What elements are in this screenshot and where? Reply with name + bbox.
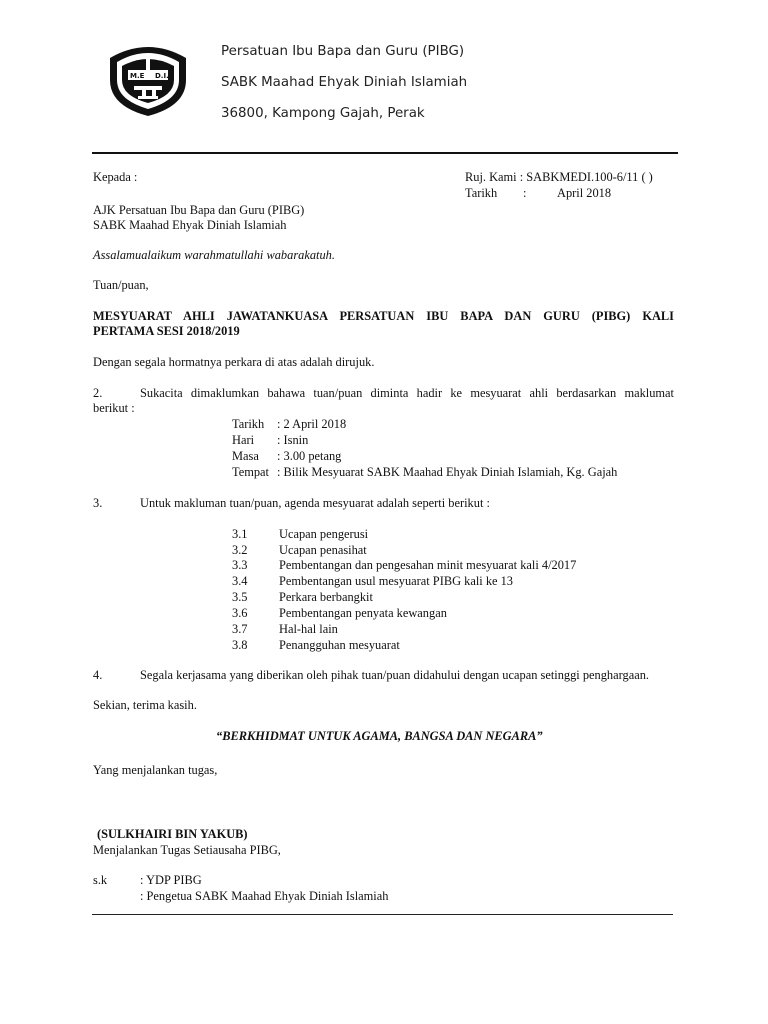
agenda-item: Perkara berbangkit [279,590,373,604]
agenda-number: 3.7 [232,622,248,636]
cc-line-1: : YDP PIBG [140,873,202,887]
cc-line-2: : Pengetua SABK Maahad Ehyak Diniah Islamiah [140,889,389,903]
agenda-number: 3.6 [232,606,248,620]
detail-tarikh-value: : 2 April 2018 [277,417,347,431]
agenda-item: Pembentangan usul mesyuarat PIBG kali ke 13 [279,574,514,588]
greeting: Assalamualaikum warahmatullahi wabarakatuh. [93,248,335,262]
paragraph-2-number: 2. [93,386,103,400]
detail-hari-value: : Isnin [277,433,309,447]
paragraph-2-line-2: berikut : [93,401,135,415]
tarikh-colon: : [523,186,527,200]
logo-text-right: D.I. [155,72,169,80]
agenda-number: 3.3 [232,558,248,572]
detail-hari-label: Hari [232,433,255,447]
recipient-line-2: SABK Maahad Ehyak Diniah Islamiah [93,218,287,232]
agenda-item: Ucapan pengerusi [279,527,369,541]
closing: Sekian, terima kasih. [93,698,197,712]
signatory-role: Menjalankan Tugas Setiausaha PIBG, [93,843,281,857]
agenda-number: 3.2 [232,543,248,557]
tarikh-label: Tarikh [465,186,498,200]
logo-text-left: M.E [130,72,145,80]
agenda-item: Pembentangan penyata kewangan [279,606,447,620]
detail-tempat-value: : Bilik Mesyuarat SABK Maahad Ehyak Diniah Islamiah, Kg. Gajah [277,465,618,479]
letterhead-line-3: 36800, Kampong Gajah, Perak [221,106,425,121]
agenda-item: Ucapan penasihat [279,543,367,557]
agenda-item: Pembentangan dan pengesahan minit mesyuarat kali 4/2017 [279,558,577,572]
cc-label: s.k [93,873,108,887]
paragraph-2-line-1: Sukacita dimaklumkan bahawa tuan/puan diminta hadir ke mesyuarat ahli berdasarkan maklumat [140,386,674,400]
agenda-number: 3.8 [232,638,248,652]
recipient-line-1: AJK Persatuan Ibu Bapa dan Guru (PIBG) [93,203,305,217]
agenda-item: Penangguhan mesyuarat [279,638,400,652]
letter-title-line-1: MESYUARAT AHLI JAWATANKUASA PERSATUAN IBU BAPA DAN GURU (PIBG) KALI [93,309,674,323]
paragraph-3-text: Untuk makluman tuan/puan, agenda mesyuarat adalah seperti berikut : [140,496,490,510]
footer-rule [92,914,673,915]
detail-masa-value: : 3.00 petang [277,449,342,463]
paragraph-1: Dengan segala hormatnya perkara di atas adalah dirujuk. [93,355,375,369]
paragraph-3-number: 3. [93,496,103,510]
salutation: Tuan/puan, [93,278,149,292]
motto: “BERKHIDMAT UNTUK AGAMA, BANGSA DAN NEGARA” [216,729,543,743]
detail-masa-label: Masa [232,449,259,463]
letterhead-line-1: Persatuan Ibu Bapa dan Guru (PIBG) [221,44,465,59]
header-rule [92,152,678,154]
agenda-number: 3.4 [232,574,248,588]
reference-number: Ruj. Kami : SABKMEDI.100-6/11 ( ) [465,170,653,184]
yang-menjalankan-tugas: Yang menjalankan tugas, [93,763,218,777]
paragraph-4-text: Segala kerjasama yang diberikan oleh pihak tuan/puan didahului dengan ucapan setinggi penghargaan. [140,668,649,682]
detail-tempat-label: Tempat [232,465,269,479]
agenda-number: 3.1 [232,527,248,541]
letter-title-line-2: PERTAMA SESI 2018/2019 [93,324,240,338]
signatory-name: (SULKHAIRI BIN YAKUB) [97,827,248,841]
agenda-number: 3.5 [232,590,248,604]
agenda-item: Hal-hal lain [279,622,338,636]
detail-tarikh-label: Tarikh [232,417,265,431]
kepada-label: Kepada : [93,170,138,184]
school-logo [104,40,192,118]
paragraph-4-number: 4. [93,668,103,682]
letterhead-line-2: SABK Maahad Ehyak Diniah Islamiah [221,75,468,90]
tarikh-value: April 2018 [557,186,612,200]
